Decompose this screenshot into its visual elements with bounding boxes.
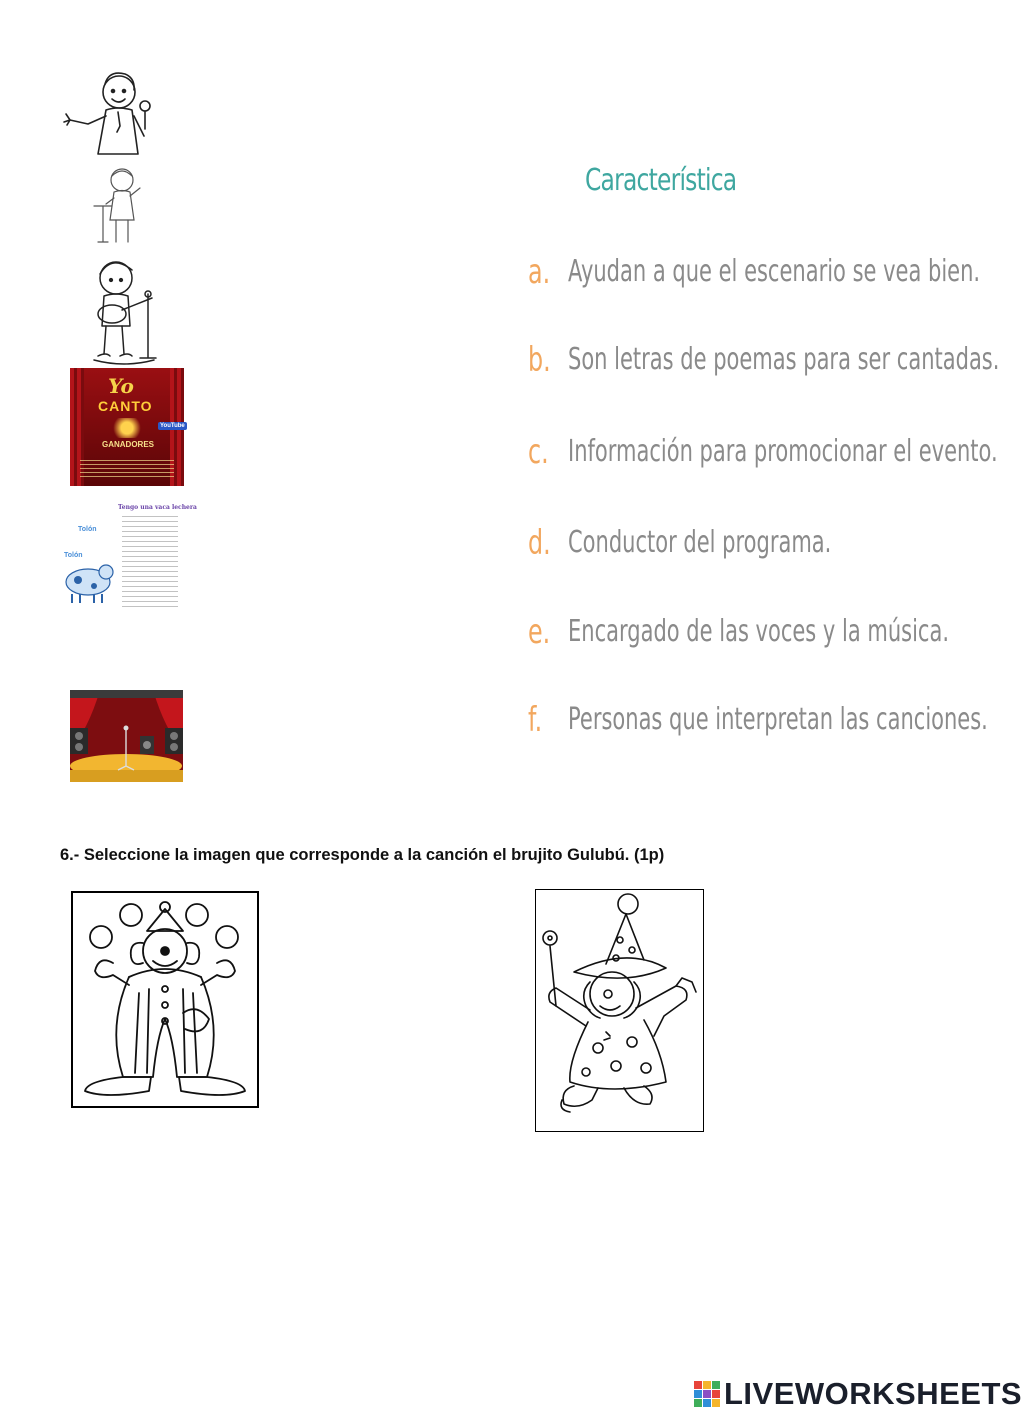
characteristic-letter: a. bbox=[528, 252, 551, 292]
poster-star bbox=[110, 418, 144, 438]
poster-ganadores: GANADORES bbox=[102, 440, 155, 449]
characteristics-title: Característica bbox=[585, 163, 737, 198]
lyrics-lines bbox=[122, 516, 178, 610]
characteristic-text: Ayudan a que el escenario se vea bien. bbox=[568, 254, 981, 289]
characteristic-f bbox=[528, 700, 988, 750]
characteristic-text: Encargado de las voces y la música. bbox=[568, 614, 950, 649]
lyrics-word-2: Tolón bbox=[64, 552, 83, 559]
logo-mark-icon bbox=[694, 1381, 722, 1407]
characteristic-letter: f. bbox=[528, 700, 543, 740]
presenter-picture bbox=[62, 66, 168, 162]
characteristic-text: Personas que interpretan las canciones. bbox=[568, 702, 988, 737]
characteristic-e bbox=[528, 612, 978, 662]
question-6: 6.- Seleccione la imagen que corresponde a la canción el brujito Gulubú. (1p) bbox=[60, 846, 665, 864]
characteristic-d bbox=[528, 523, 978, 573]
poster-title-yo: Yo bbox=[108, 374, 134, 398]
characteristic-letter: d. bbox=[528, 523, 551, 563]
characteristic-letter: b. bbox=[528, 340, 551, 380]
characteristic-b bbox=[528, 340, 1000, 390]
conductor-picture bbox=[88, 162, 148, 248]
characteristic-a bbox=[528, 252, 981, 302]
characteristic-text: Información para promocionar el evento. bbox=[568, 434, 998, 469]
characteristic-letter: e. bbox=[528, 612, 551, 652]
characteristic-letter: c. bbox=[528, 432, 549, 472]
stage-picture bbox=[70, 690, 183, 782]
cow-icon bbox=[60, 560, 116, 606]
youtube-badge: YouTube bbox=[160, 423, 185, 429]
characteristic-text: Son letras de poemas para ser cantadas. bbox=[568, 342, 1000, 377]
lyrics-title: Tengo una vaca lechera bbox=[118, 504, 197, 511]
logo-text: LIVEWORKSHEETS bbox=[724, 1376, 1022, 1411]
wizard-picture bbox=[536, 890, 702, 1130]
lyrics-word-1: Tolón bbox=[78, 526, 97, 533]
poster-footer bbox=[80, 460, 174, 480]
lyrics-sheet bbox=[58, 492, 197, 614]
characteristic-c bbox=[528, 432, 998, 482]
answer-option-wizard[interactable] bbox=[535, 889, 704, 1132]
characteristic-text: Conductor del programa. bbox=[568, 525, 832, 560]
guitar-singer-picture bbox=[86, 256, 164, 368]
juggling-clown-picture bbox=[73, 893, 257, 1106]
event-poster bbox=[70, 368, 184, 486]
poster-title-canto: CANTO bbox=[98, 398, 153, 414]
answer-option-clown[interactable] bbox=[71, 891, 259, 1108]
